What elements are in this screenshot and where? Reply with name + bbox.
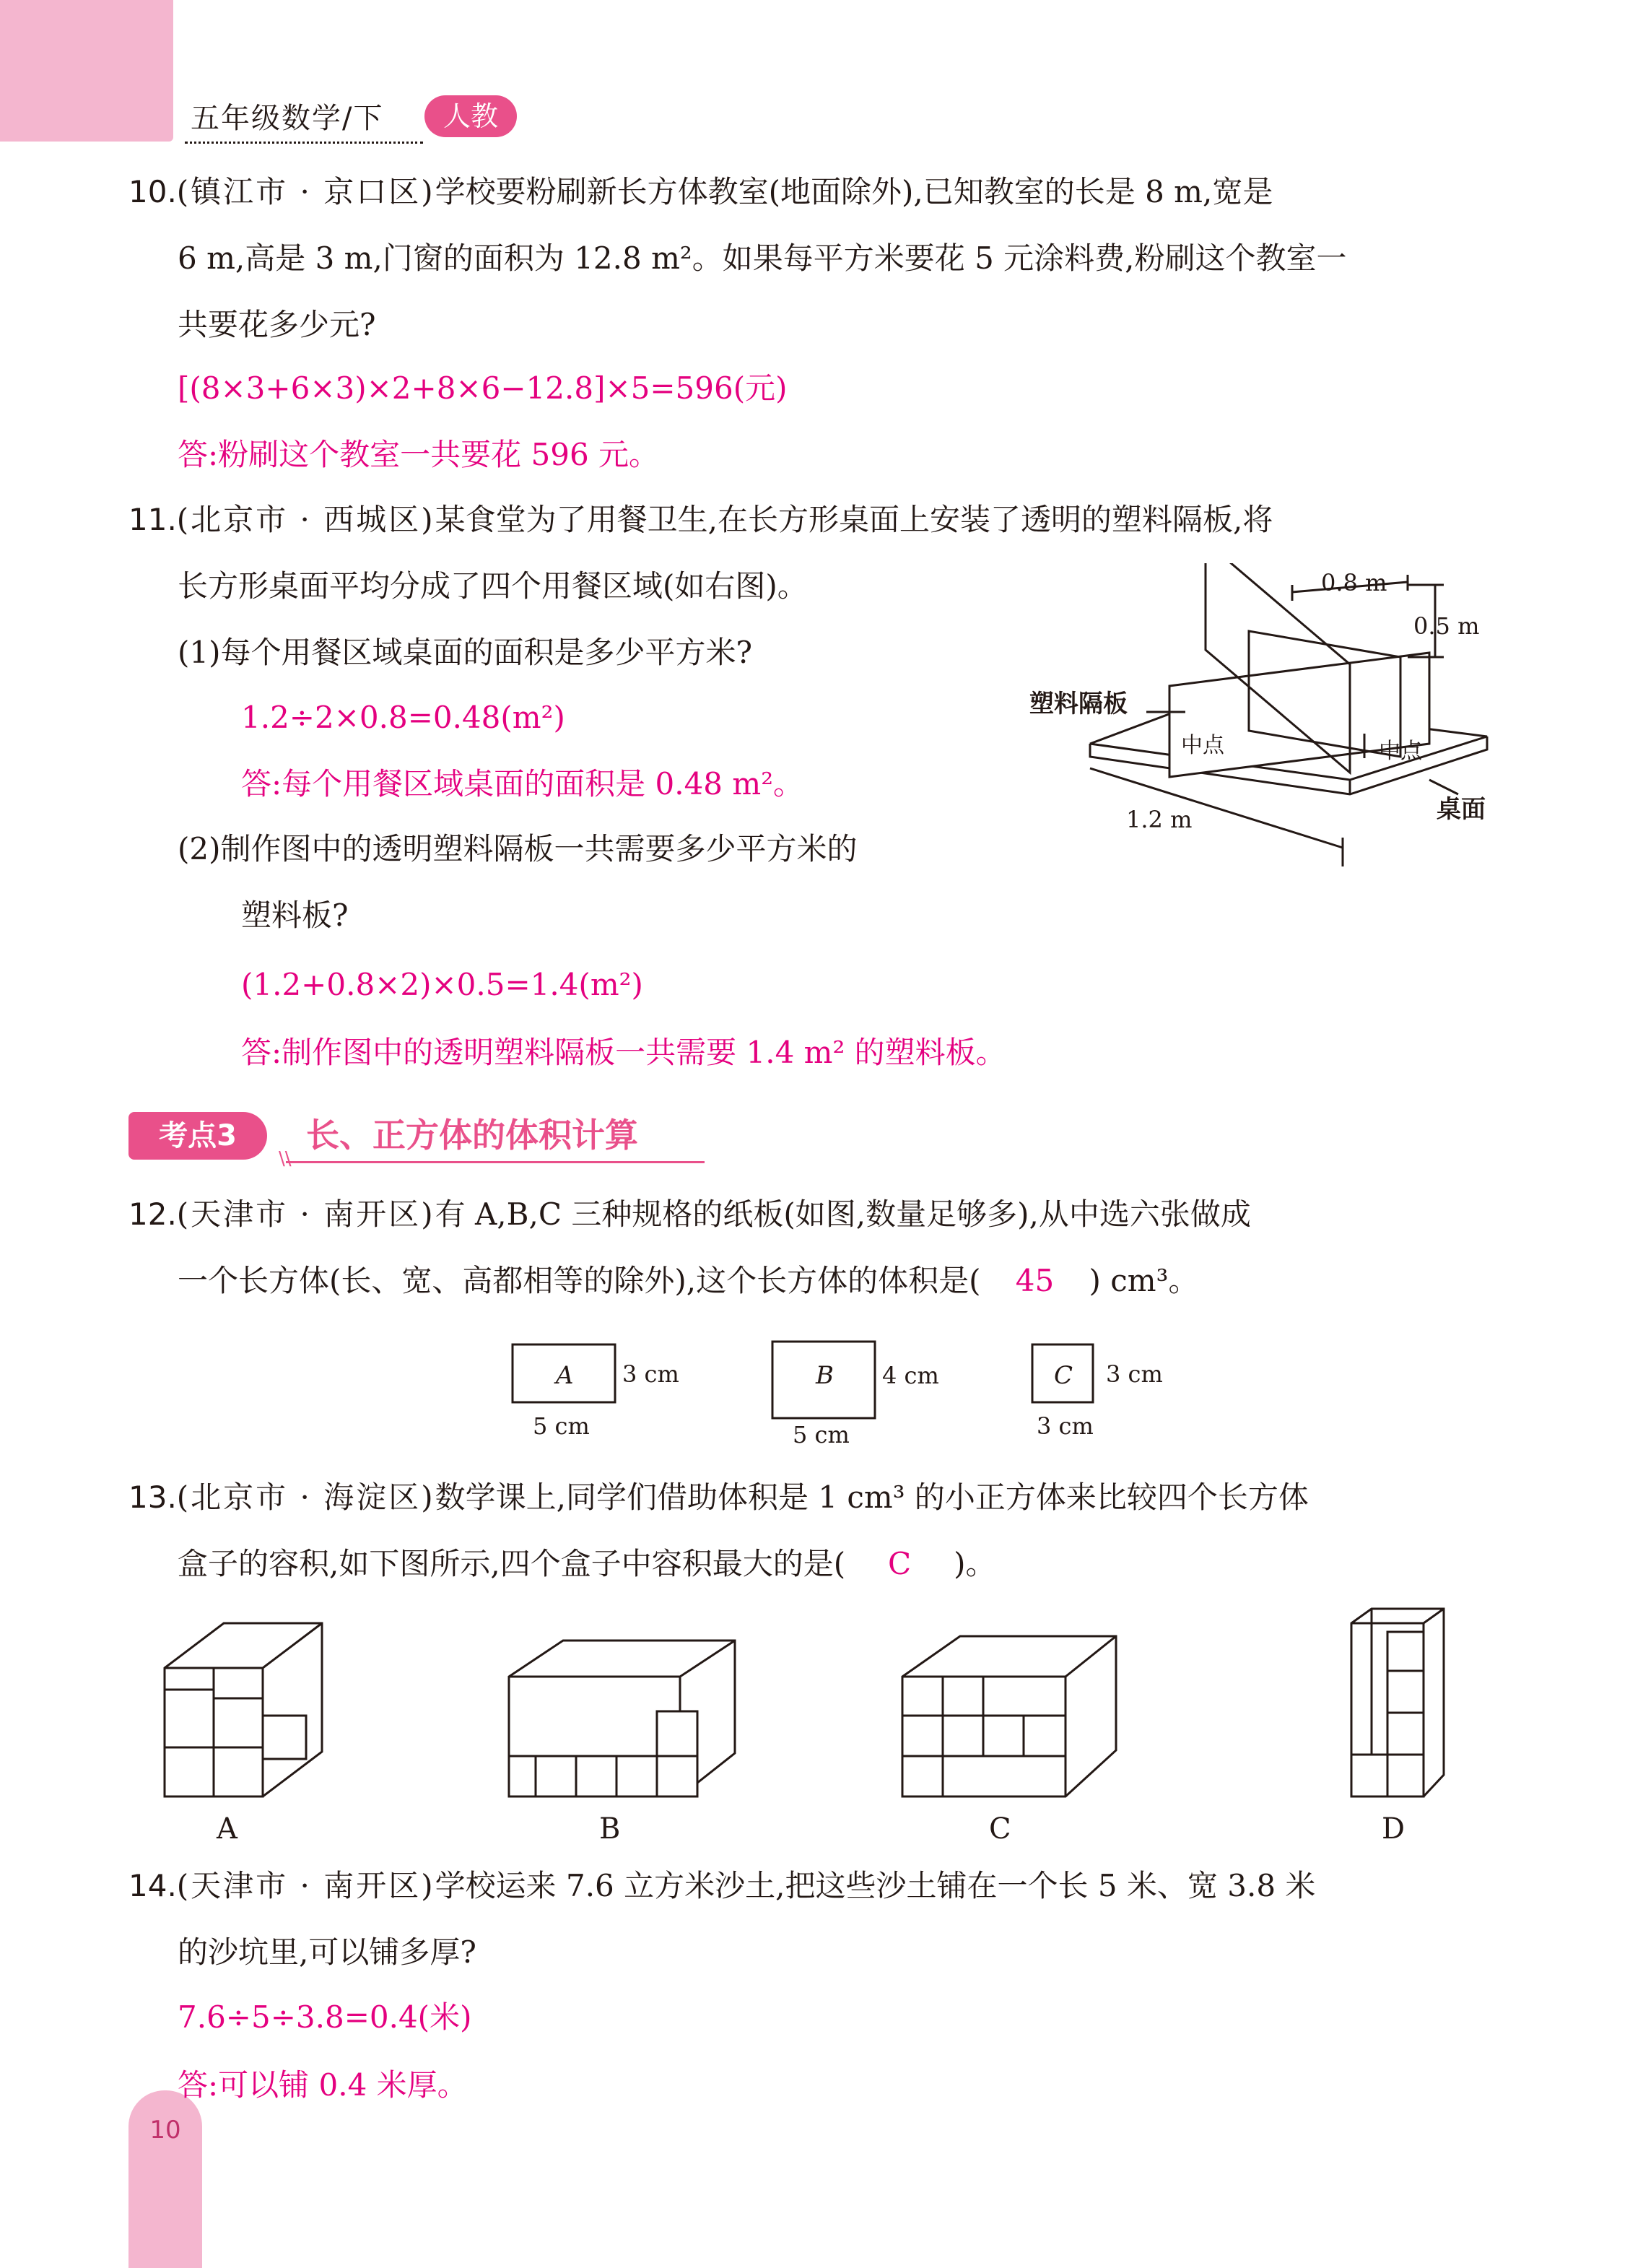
board-c-bottom: 3 cm bbox=[1037, 1412, 1094, 1440]
q14-answer-text: 答:可以铺 0.4 米厚。 bbox=[178, 2067, 468, 2103]
edition-badge: 人教 bbox=[424, 95, 517, 137]
q11-p2-calc: (1.2+0.8×2)×0.5=1.4(m²) bbox=[241, 967, 643, 1002]
q12-number: 12. bbox=[128, 1196, 177, 1232]
option-a-label: A bbox=[217, 1812, 237, 1846]
q13-number: 13. bbox=[128, 1480, 177, 1515]
book-title: 五年级数学/下 bbox=[191, 102, 384, 135]
board-b-bottom: 5 cm bbox=[793, 1421, 850, 1448]
box-d bbox=[1351, 1609, 1444, 1796]
q10-answer-text: 答:粉刷这个教室一共要花 596 元。 bbox=[178, 437, 660, 472]
q10-answer-calc: [(8×3+6×3)×2+8×6−12.8]×5=596(元) bbox=[178, 370, 788, 406]
header-divider bbox=[185, 142, 423, 144]
q14-text1: 学校运来 7.6 立方米沙土,把这些沙土铺在一个长 5 米、宽 3.8 米 bbox=[435, 1868, 1316, 1903]
q11-p1-question: (1)每个用餐区域桌面的面积是多少平方米? bbox=[178, 635, 753, 670]
q14-number: 14. bbox=[128, 1868, 177, 1903]
q14-source: (天津市 · 南开区) bbox=[176, 1868, 435, 1903]
option-b-label: B bbox=[599, 1812, 621, 1846]
q13-text1: 数学课上,同学们借助体积是 1 cm³ 的小正方体来比较四个长方体 bbox=[435, 1480, 1309, 1515]
q12-line2 bbox=[178, 1261, 1198, 1301]
board-a-bottom: 5 cm bbox=[533, 1412, 590, 1440]
q12-answer: 45 bbox=[1015, 1263, 1055, 1298]
board-a-side: 3 cm bbox=[622, 1360, 679, 1388]
q11-number: 11. bbox=[128, 502, 177, 537]
q14-line1 bbox=[128, 1866, 1315, 1906]
q10-source: (镇江市 · 京口区) bbox=[176, 174, 435, 209]
height-label: 0.5 m bbox=[1413, 612, 1480, 640]
box-b bbox=[509, 1641, 735, 1796]
header-corner-tab bbox=[0, 0, 173, 142]
q11-p2-answer: 答:制作图中的透明塑料隔板一共需要 1.4 m² 的塑料板。 bbox=[241, 1035, 1006, 1070]
q13-boxes-figure bbox=[144, 1603, 1487, 1848]
section-title: 长、正方体的体积计算 bbox=[306, 1116, 638, 1155]
q12-text2a: 一个长方体(长、宽、高都相等的除外),这个长方体的体积是( bbox=[178, 1263, 981, 1298]
board-c-side: 3 cm bbox=[1106, 1360, 1163, 1388]
panel-label: 塑料隔板 bbox=[1029, 690, 1128, 718]
q14-line2: 的沙坑里,可以铺多厚? bbox=[178, 1934, 476, 1970]
q13-text2a: 盒子的容积,如下图所示,四个盒子中容积最大的是( bbox=[178, 1546, 846, 1581]
width-label: 0.8 m bbox=[1321, 569, 1387, 596]
q13-answer: C bbox=[888, 1546, 912, 1581]
q13-text2b: )。 bbox=[954, 1546, 996, 1581]
q14-answer-calc: 7.6÷5÷3.8=0.4(米) bbox=[178, 1999, 472, 2035]
q11-table-figure bbox=[1018, 563, 1509, 874]
box-a bbox=[165, 1623, 322, 1796]
q12-boards-figure bbox=[498, 1336, 1191, 1466]
q10-line2: 6 m,高是 3 m,门窗的面积为 12.8 m²。如果每平方米要花 5 元涂料费,粉刷这个教室一 bbox=[178, 240, 1347, 276]
q13-source: (北京市 · 海淀区) bbox=[176, 1480, 435, 1515]
q13-line2 bbox=[178, 1544, 995, 1584]
q12-text2b: ) cm³。 bbox=[1089, 1263, 1199, 1298]
table-label: 桌面 bbox=[1437, 795, 1486, 824]
section-underline bbox=[286, 1161, 705, 1163]
section-ticks: \\ bbox=[279, 1148, 292, 1170]
q10-number: 10. bbox=[128, 174, 177, 209]
board-b-name: B bbox=[816, 1361, 834, 1390]
q11-p1-answer: 答:每个用餐区域桌面的面积是 0.48 m²。 bbox=[241, 766, 804, 801]
q11-line2: 长方形桌面平均分成了四个用餐区域(如右图)。 bbox=[178, 568, 808, 604]
q11-line1 bbox=[128, 500, 1273, 540]
q12-line1 bbox=[128, 1194, 1251, 1235]
board-a-name: A bbox=[556, 1361, 574, 1390]
q13-line1 bbox=[128, 1477, 1309, 1518]
q12-text1: 有 A,B,C 三种规格的纸板(如图,数量足够多),从中选六张做成 bbox=[435, 1196, 1251, 1232]
q10-line1 bbox=[128, 172, 1273, 212]
board-c-name: C bbox=[1054, 1361, 1073, 1390]
q10-line3: 共要花多少元? bbox=[178, 307, 376, 342]
midpoint-label-right: 中点 bbox=[1379, 739, 1422, 764]
section-badge: 考点3 bbox=[128, 1112, 267, 1160]
box-c bbox=[902, 1636, 1116, 1796]
q11-p1-calc: 1.2÷2×0.8=0.48(m²) bbox=[241, 700, 565, 735]
board-b-side: 4 cm bbox=[882, 1362, 939, 1389]
page-number: 10 bbox=[149, 2116, 181, 2145]
q10-text1: 学校要粉刷新长方体教室(地面除外),已知教室的长是 8 m,宽是 bbox=[435, 174, 1273, 209]
option-d-label: D bbox=[1382, 1812, 1405, 1846]
q11-source: (北京市 · 西城区) bbox=[176, 502, 435, 537]
q11-p2-question-line2: 塑料板? bbox=[241, 898, 349, 933]
length-label: 1.2 m bbox=[1126, 806, 1193, 833]
midpoint-label-left: 中点 bbox=[1181, 733, 1224, 758]
q12-source: (天津市 · 南开区) bbox=[176, 1196, 435, 1232]
q11-p2-question-line1: (2)制作图中的透明塑料隔板一共需要多少平方米的 bbox=[178, 831, 858, 866]
q11-text1: 某食堂为了用餐卫生,在长方形桌面上安装了透明的塑料隔板,将 bbox=[435, 502, 1273, 537]
option-c-label: C bbox=[989, 1812, 1011, 1846]
